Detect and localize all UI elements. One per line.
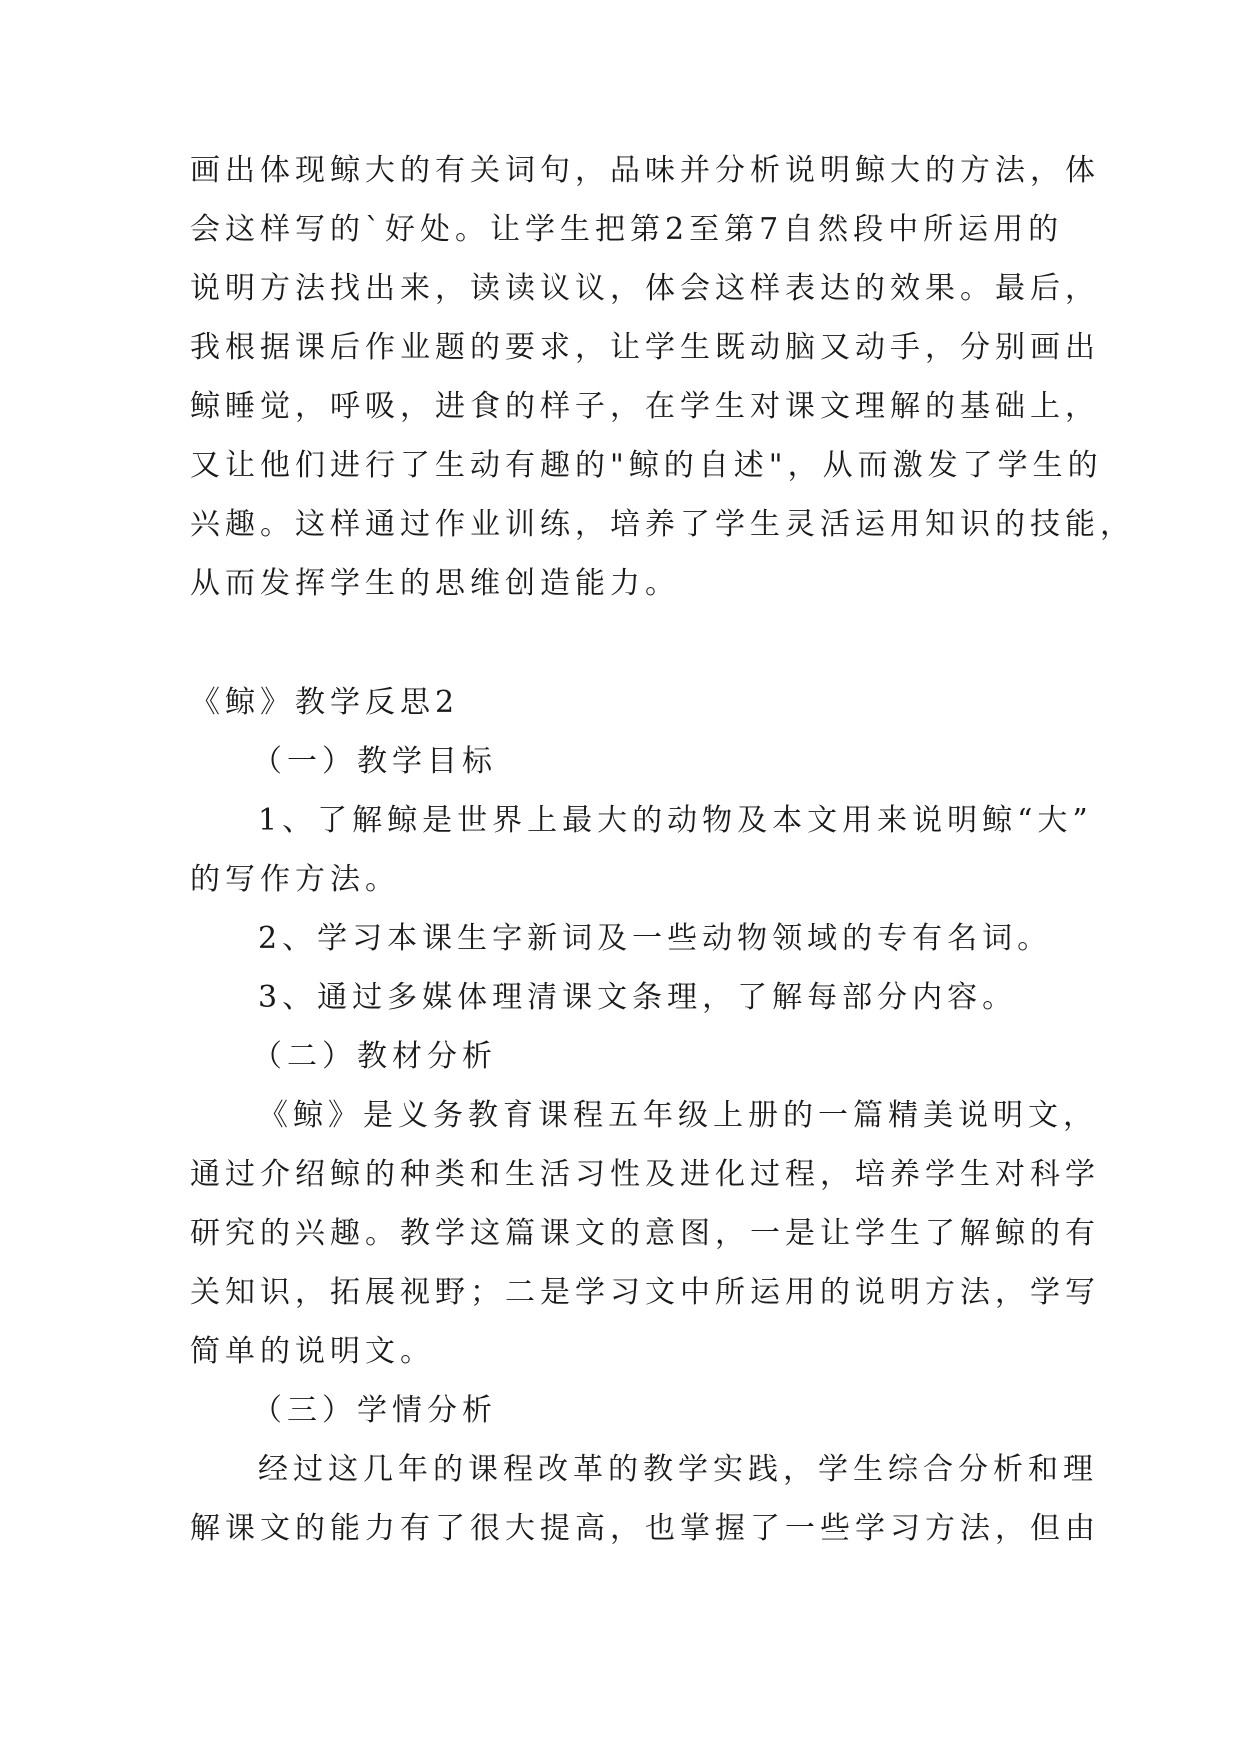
objective-item-2: 2、学习本课生字新词及一些动物领域的专有名词。 [258, 921, 1053, 956]
objective-item-1: 1、了解鲸是世界上最大的动物及本文用来说明鲸“大” [258, 803, 1093, 838]
paragraph-line: 通过介绍鲸的种类和生活习性及进化过程，培养学生对科学 [190, 1157, 1100, 1192]
paragraph-line: 经过这几年的课程改革的教学实践，学生综合分析和理 [258, 1452, 1098, 1487]
paragraph-line: 画出体现鲸大的有关词句，品味并分析说明鲸大的方法，体 [190, 153, 1100, 188]
objective-item-3: 3、通过多媒体理清课文条理，了解每部分内容。 [258, 980, 1018, 1015]
paragraph-line: 又让他们进行了生动有趣的"鲸的自述"，从而激发了学生的 [190, 448, 1103, 483]
paragraph-line: 简单的说明文。 [190, 1334, 435, 1369]
paragraph-line: 会这样写的`好处。让学生把第2至第7自然段中所运用的 [190, 212, 1064, 247]
paragraph-line: 我根据课后作业题的要求，让学生既动脑又动手，分别画出 [190, 330, 1100, 365]
paragraph-line: 关知识，拓展视野；二是学习文中所运用的说明方法，学写 [190, 1275, 1100, 1310]
paragraph-line: 兴趣。这样通过作业训练，培养了学生灵活运用知识的技能， [190, 507, 1135, 542]
section-title: 《鲸》教学反思2 [190, 685, 460, 720]
paragraph-line: 说明方法找出来，读读议议，体会这样表达的效果。最后， [190, 271, 1100, 306]
objective-item-1-cont: 的写作方法。 [190, 862, 400, 897]
heading-material: （二）教材分析 [252, 1039, 497, 1074]
paragraph-line: 研究的兴趣。教学这篇课文的意图，一是让学生了解鲸的有 [190, 1216, 1100, 1251]
heading-students: （三）学情分析 [252, 1393, 497, 1428]
paragraph-line: 《鲸》是义务教育课程五年级上册的一篇精美说明文， [258, 1098, 1098, 1133]
paragraph-line: 鲸睡觉，呼吸，进食的样子，在学生对课文理解的基础上， [190, 389, 1100, 424]
paragraph-line: 解课文的能力有了很大提高，也掌握了一些学习方法，但由 [190, 1511, 1100, 1546]
paragraph-line: 从而发挥学生的思维创造能力。 [190, 566, 680, 601]
heading-objectives: （一）教学目标 [252, 744, 497, 779]
